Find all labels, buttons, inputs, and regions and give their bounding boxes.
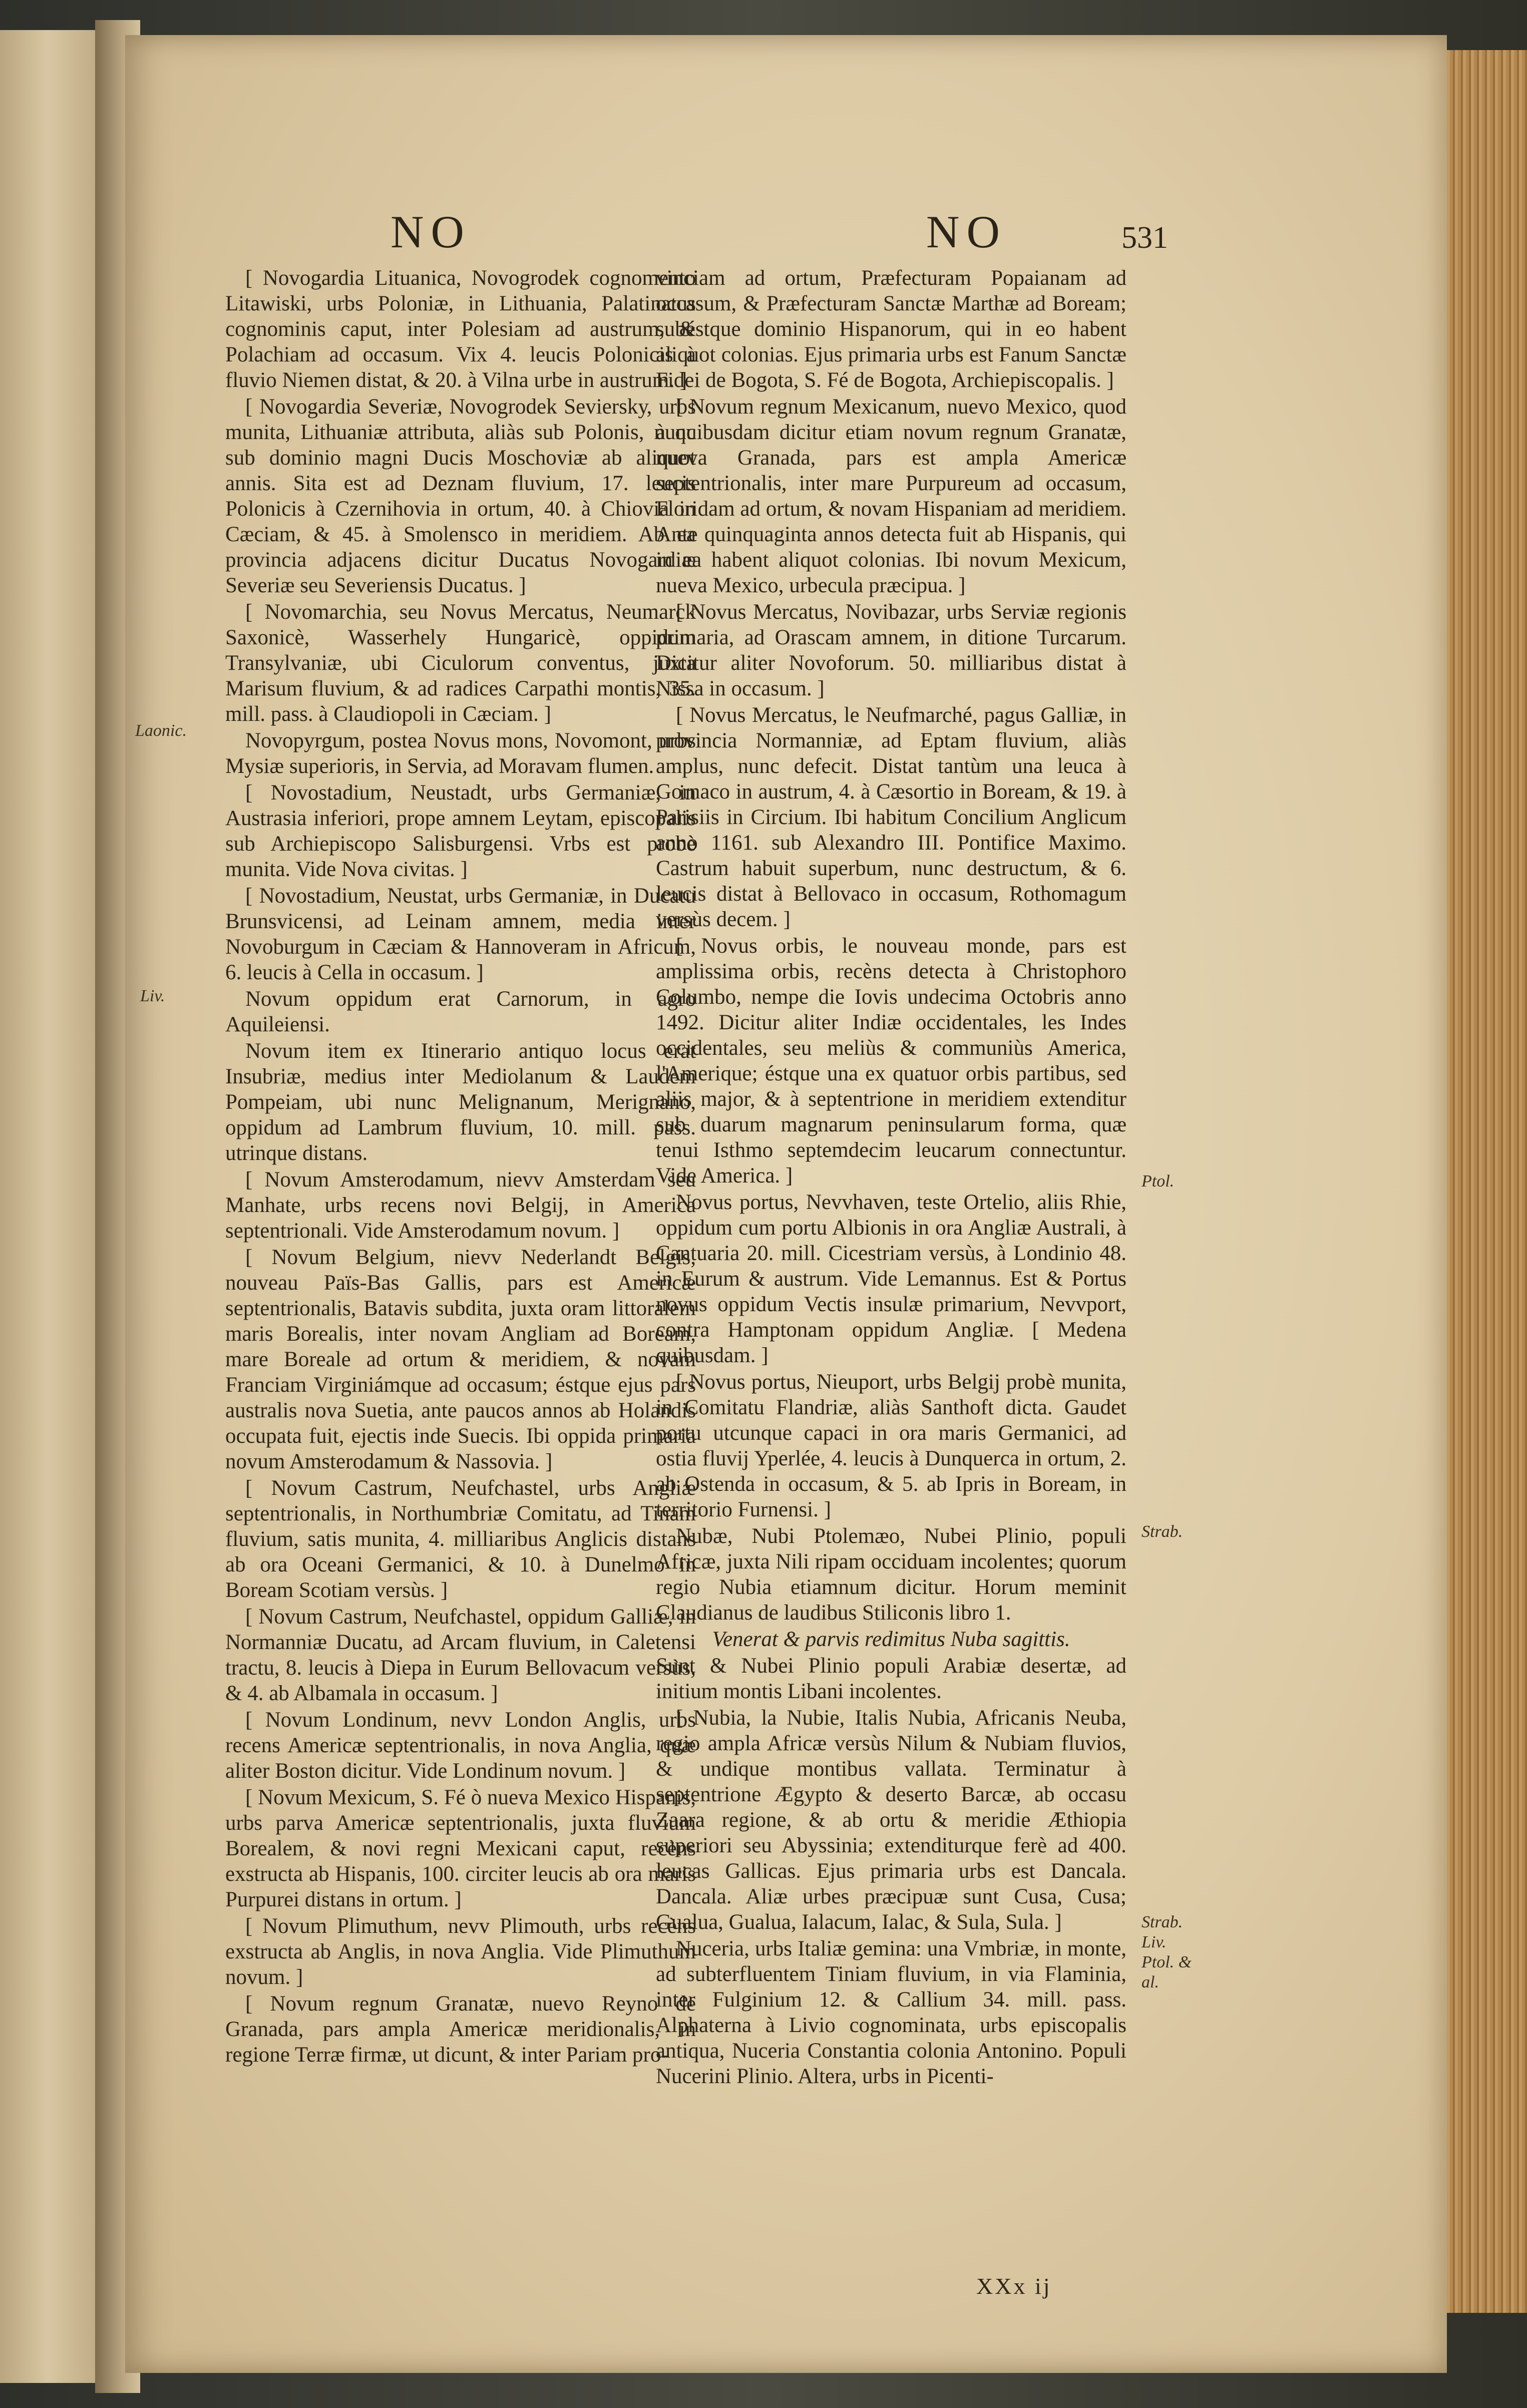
- entry-granata-continued: vinciam ad ortum, Præfecturam Popaianam ad occasum, & Præfecturam Sanctæ Marthæ ad Boream; subéstque dominio Hispanorum, qui in eo habent aliquot colonias. Ejus primaria urbs est Fanum Sanctæ Fidei de Bogota, S. Fé de Bogota, Archiepiscopalis. ]: [656, 266, 1126, 392]
- signature-mark: XXx ij: [976, 2273, 1052, 2299]
- entry-novomarchia: [ Novomarchia, seu Novus Mercatus, Neumarck Saxonicè, Wasserhely Hungaricè, oppidum Transylvaniæ, ubi Ciculorum conventus, juxta Marisum fluvium, & ad radices Carpathi montis, 35. mill. pass. à Claudiopoli in Cæciam. ]: [225, 600, 696, 726]
- running-head-left: NO: [391, 206, 471, 257]
- entry-novogardia-lituanica: [ Novogardia Lituanica, Novogrodek cognomento Litawiski, urbs Poloniæ, in Lithuania, Palatinatus cognominis caput, inter Polesiam ad austrum, & Polachiam ad occasum. Vix 4. leucis Polonicis à fluvio Niemen distat, & 20. à Vilna urbe in austrum. ]: [225, 266, 696, 392]
- margin-note-ptol: Ptol.: [1141, 1172, 1175, 1190]
- entry-novum-oppidum: Novum oppidum erat Carnorum, in agro Aquileiensi.: [225, 987, 696, 1036]
- entry-novogardia-severiae: [ Novogardia Severiæ, Novogrodek Sevierskу, urbs munita, Lithuaniæ attributa, aliàs sub Polonis, nunc sub dominio magni Ducis Moschoviæ ab aliquot annis. Sita est ad Deznam fluvium, 17. leucis Polonicis à Czernihovia in ortum, 40. à Chiovia in Cæciam, & 45. à Smolensco in meridiem. Ab ea provincia adjacens dicitur Ducatus Novogardiæ Severiæ seu Severiensis Ducatus. ]: [225, 395, 696, 597]
- entry-novus-orbis: [ Novus orbis, le nouveau monde, pars est amplissima orbis, recèns detecta à Christophoro Columbo, nempe die Iovis undecima Octobris anno 1492. Dicitur aliter Indiæ occidentales, les Indes occidentales, seu meliùs & communiùs America, l'Amerique; éstque una ex quatuor orbis partibus, sed aliis major, & à septentrione in meridiem extenditur sub duarum magnarum peninsularum forma, quæ tenui Isthmo septemdecim leucarum connectuntur. Vide America. ]: [656, 934, 1126, 1187]
- entry-novus-portus-belgium: [ Novus portus, Nieuport, urbs Belgij probè munita, in Comitatu Flandriæ, aliàs Santhoft dicta. Gaudet portu utcunque capaci in ora maris Germanici, ad ostia fluvij Yperlée, 4. leucis à Dunquerca in ortum, 2. ab Ostenda in occasum, & 5. ab Ipris in Boream, in territorio Furnensi. ]: [656, 1370, 1126, 1521]
- entry-novus-portus-anglia: Novus portus, Nevvhaven, teste Ortelio, aliis Rhie, oppidum cum portu Albionis in ora Angliæ Australi, à Cantuaria 20. mill. Cicestriam versùs, à Londinio 48. in Eurum & austrum. Vide Lemannus. Est & Portus novus oppidum Vectis insulæ primarium, Nevvport, contra Hamptonam oppidum Angliæ. [ Medena quibusdam. ]: [656, 1190, 1126, 1367]
- page-fore-edge: [1440, 50, 1527, 2313]
- entry-novostadium-brunsvic: [ Novostadium, Neustat, urbs Germaniæ, in Ducatu Brunsvicensi, ad Leinam amnem, media inter Novoburgum in Cæciam & Hannoveram in Africum, 6. leucis à Cella in occasum. ]: [225, 884, 696, 984]
- entry-novopyrgum: Novopyrgum, postea Novus mons, Novomont, urbs Mysiæ superioris, in Servia, ad Moravam flumen.: [225, 729, 696, 778]
- entry-nubia: [ Nubia, la Nubie, Italis Nubia, Africanis Neuba, regio ampla Africæ versùs Nilum & Nubiam fluvios, & undique montibus vallata. Terminatur à septentrione Ægypto & deserto Barcæ, ab occasu Zaara regione, & ab ortu & meridie Æthiopia superiori seu Abyssinia; extenditurque ferè ad 400. leucas Gallicas. Ejus primaria urbs est Dancala. Dancala. Aliæ urbes præcipuæ sunt Cusa, Cusa; Gualua, Gualua, Ialacum, Ialac, & Sula, Sula. ]: [656, 1706, 1126, 1934]
- entry-novus-mercatus-gallia: [ Novus Mercatus, le Neufmarché, pagus Galliæ, in provincia Normanniæ, ad Eptam fluvium, aliàs amplus, nunc defecit. Distat tantùm una leuca à Gornaco in austrum, 4. à Cæsortio in Boream, & 19. à Parisiis in Circium. Ibi habitum Concilium Anglicum anno 1161. sub Alexandro III. Pontifice Maximo. Castrum habuit superbum, nunc destructum, & 6. leucis distat à Bellovaco in occasum, Rothomagum versùs decem. ]: [656, 703, 1126, 931]
- entry-novum-londinum: [ Novum Londinum, nevv London Anglis, urbs recens Americæ septentrionalis, in nova Anglia, quæ aliter Boston dicitur. Vide Londinum novum. ]: [225, 1708, 696, 1783]
- page-number: 531: [1121, 221, 1168, 255]
- entry-novum-regnum-mexicanum: [ Novum regnum Mexicanum, nuevo Mexico, quod à quibusdam dicitur etiam novum regnum Granatæ, nueva Granada, pars est ampla Americæ septentrionalis, inter mare Purpureum ad occasum, Floridam ad ortum, & novam Hispaniam ad meridiem. Ante quinquaginta annos detecta fuit ab Hispanis, qui in ea habent aliquot colonias. Ibi novum Mexicum, nueva Mexico, urbecula præcipua. ]: [656, 395, 1126, 597]
- right-column: [656, 265, 1126, 2228]
- left-column: [225, 265, 696, 2228]
- entry-novum-castrum-gallia: [ Novum Castrum, Neufchastel, oppidum Galliæ, in Normanniæ Ducatu, ad Arcam fluvium, in Caletensi tractu, 8. leucis à Diepa in Eurum Bellovacum versùs, & 4. ab Albamala in occasum. ]: [225, 1605, 696, 1705]
- margin-note-liv: Liv.: [140, 987, 165, 1005]
- entry-novostadium-austrasia: [ Novostadium, Neustadt, urbs Germaniæ, in Austrasia inferiori, prope amnem Leytam, episcopalis sub Archiepiscopo Salisburgensi. Vrbs est probè munita. Vide Nova civitas. ]: [225, 781, 696, 881]
- entry-novum-plimuthum: [ Novum Plimuthum, nevv Plimouth, urbs recèns exstructa ab Anglis, in nova Anglia. Vide Plimuthum novum. ]: [225, 1914, 696, 1989]
- entry-novum-mexicum: [ Novum Mexicum, S. Fé ò nueva Mexico Hispanis, urbs parva Americæ septentrionalis, juxta fluvium Borealem, & novi regni Mexicani caput, recèns exstructa ab Hispanis, 100. circiter leucis ab ora maris Purpurei distans in ortum. ]: [225, 1786, 696, 1911]
- entry-novum-castrum-anglia: [ Novum Castrum, Neufchastel, urbs Angliæ septentrionalis, in Northumbriæ Comitatu, ad Tinam fluvium, satis munita, 4. milliaribus Anglicis distans ab ora Oceani Germanici, & 10. à Dunelmo in Boream Scotiam versùs. ]: [225, 1476, 696, 1602]
- running-head-right: NO: [926, 206, 1007, 257]
- margin-note-strab: Strab.: [1141, 1522, 1183, 1541]
- book-page: [125, 35, 1447, 2373]
- entry-nuceria: Nuceria, urbs Italiæ gemina: una Vmbriæ, in monte, ad subterfluentem Tiniam fluvium, in via Flaminia, inter Fulginium 12. & Callium 34. mill. pass. Alphaterna à Livio cognominata, urbs episcopalis antiqua, Nuceria Constantia colonia Antonino. Populi Nucerini Plinio. Altera, urbs in Picenti-: [656, 1937, 1126, 2088]
- verse-claudianus: Venerat & parvis redimitus Nuba sagittis.: [712, 1628, 1070, 1651]
- margin-note-laonic: Laonic.: [135, 721, 187, 740]
- entry-novus-mercatus-servia: [ Novus Mercatus, Novibazar, urbs Serviæ regionis primaria, ad Orascam amnem, in ditione Turcarum. Dicitur aliter Novoforum. 50. milliaribus distat à Nissa in occasum. ]: [656, 600, 1126, 700]
- previous-page-edge: [0, 30, 98, 2383]
- margin-note-strab-liv-ptol: Strab. Liv. Ptol. & al.: [1141, 1913, 1192, 1991]
- entry-novum-amsterodamum: [ Novum Amsterodamum, nievv Amsterdam seu Manhate, urbs recens novi Belgij, in America septentrionali. Vide Amsterodamum novum. ]: [225, 1168, 696, 1243]
- entry-novum-item: Novum item ex Itinerario antiquo locus erat Insubriæ, medius inter Mediolanum & Laudem Pompeiam, ubi nunc Melignanum, Merignano, oppidum ad Lambrum fluvium, 10. mill. pass. utrinque distans.: [225, 1039, 696, 1165]
- entry-nubae: Nubæ, Nubi Ptolemæo, Nubei Plinio, populi Africæ, juxta Nili ripam occiduam incolentes; quorum regio Nubia etiamnum dicitur. Horum meminit Claudianus de laudibus Stiliconis libro 1.: [656, 1524, 1126, 1625]
- entry-novum-regnum-granatae: [ Novum regnum Granatæ, nuevo Reyno de Granada, pars ampla Americæ meridionalis, in regione Terræ firmæ, ut dicunt, & inter Pariam pro-: [225, 1992, 696, 2067]
- entry-novum-belgium: [ Novum Belgium, nievv Nederlandt Belgis, nouveau Païs-Bas Gallis, pars est Americæ septentrionalis, Batavis subdita, juxta oram littoralem maris Borealis, inter novam Angliam ad Boream, mare Boreale ad ortum & meridiem, & novam Franciam Virginiámque ad occasum; éstque ejus pars australis nova Suetia, ante paucos annos ab Holandis occupata fuit, ejectis inde Suecis. Ibi oppida primaria novum Amsterodamum & Nassovia. ]: [225, 1246, 696, 1473]
- entry-nubei-arabiae: Sunt & Nubei Plinio populi Arabiæ desertæ, ad initium montis Libani incolentes.: [656, 1654, 1126, 1703]
